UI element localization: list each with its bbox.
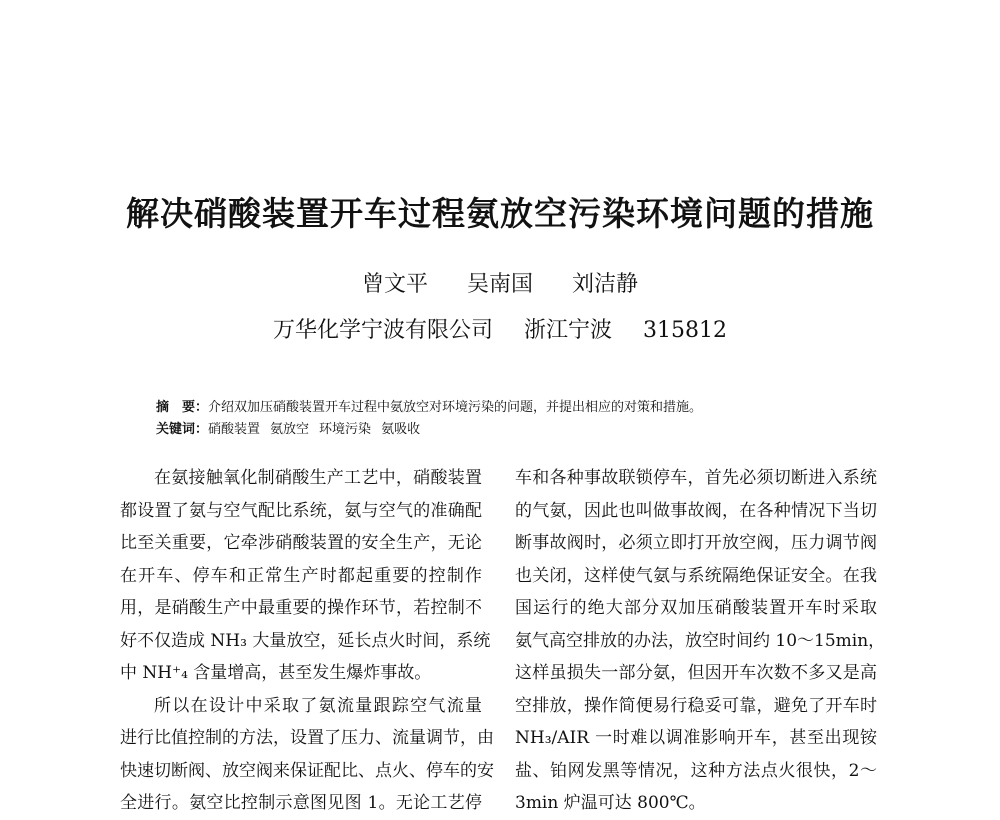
keywords-label: 关键词：	[156, 422, 209, 437]
text-line: 用，是硝酸生产中最重要的操作环节，若控制不	[120, 598, 482, 618]
text-line: 盐、铂网发黑等情况，这种方法点火很快，2～	[515, 760, 877, 781]
text-line: 全进行。氨空比控制示意图见图 1。无论工艺停	[120, 793, 482, 813]
text-line: 进行比值控制的方法，设置了压力、流量调节，由	[120, 728, 494, 748]
abstract	[156, 398, 876, 418]
text-line: 空排放，操作简便易行稳妥可靠，避免了开车时	[515, 695, 877, 716]
text-line: 3min 炉温可达 800℃。	[515, 793, 706, 813]
body-column-right	[515, 462, 886, 820]
text-line: 快速切断阀、放空阀来保证配比、点火、停车的安	[120, 760, 494, 781]
text-line: 也关闭，这样使气氨与系统隔绝保证安全。在我	[515, 565, 877, 586]
keyword: 氨放空	[270, 422, 310, 437]
keywords	[156, 420, 876, 440]
text-line: 在氨接触氧化制硝酸生产工艺中，硝酸装置	[154, 468, 482, 488]
text-line: 在开车、停车和正常生产时都起重要的控制作	[120, 565, 482, 586]
author-name: 曾文平	[361, 272, 428, 297]
abstract-label: 摘 要：	[156, 400, 209, 415]
text-line: 好不仅造成 NH₃ 大量放空，延长点火时间，系统	[120, 630, 491, 651]
affiliation-postcode: 315812	[643, 318, 727, 343]
author-list	[0, 267, 1000, 298]
keyword: 氨吸收	[381, 422, 421, 437]
paper-title: 解决硝酸装置开车过程氨放空污染环境问题的措施	[126, 194, 874, 233]
body-column-left	[120, 462, 494, 820]
text-line: 所以在设计中采取了氨流量跟踪空气流量	[154, 695, 482, 716]
text-line: 中 NH⁺₄ 含量增高，甚至发生爆炸事故。	[120, 663, 432, 683]
text-line: 都设置了氨与空气配比系统，氨与空气的准确配	[120, 500, 482, 521]
text-line: 氨气高空排放的办法，放空时间约 10～15min，	[515, 630, 886, 651]
affiliation-location: 浙江宁波	[524, 318, 613, 343]
text-line: NH₃/AIR 一时难以调准影响开车，甚至出现铵	[515, 728, 877, 748]
text-line: 比至关重要，它牵涉硝酸装置的安全生产，无论	[120, 533, 482, 553]
text-line: 的气氨，因此也叫做事故阀，在各种情况下当切	[515, 500, 877, 521]
text-line: 这样虽损失一部分氨，但因开车次数不多又是高	[515, 663, 877, 683]
text-line: 车和各种事故联锁停车，首先必须切断进入系统	[515, 468, 877, 488]
text-line: 国运行的绝大部分双加压硝酸装置开车时采取	[515, 598, 877, 618]
affiliation	[0, 313, 1000, 344]
text-line: 断事故阀时，必须立即打开放空阀，压力调节阀	[515, 533, 877, 553]
abstract-text: 介绍双加压硝酸装置开车过程中氨放空对环境污染的问题，并提出相应的对策和措施。	[208, 400, 703, 415]
author-name: 刘洁静	[572, 272, 639, 297]
author-name: 吴南国	[466, 272, 533, 297]
keyword: 硝酸装置	[208, 422, 261, 437]
affiliation-company: 万华化学宁波有限公司	[272, 318, 493, 343]
keyword: 环境污染	[319, 422, 372, 437]
